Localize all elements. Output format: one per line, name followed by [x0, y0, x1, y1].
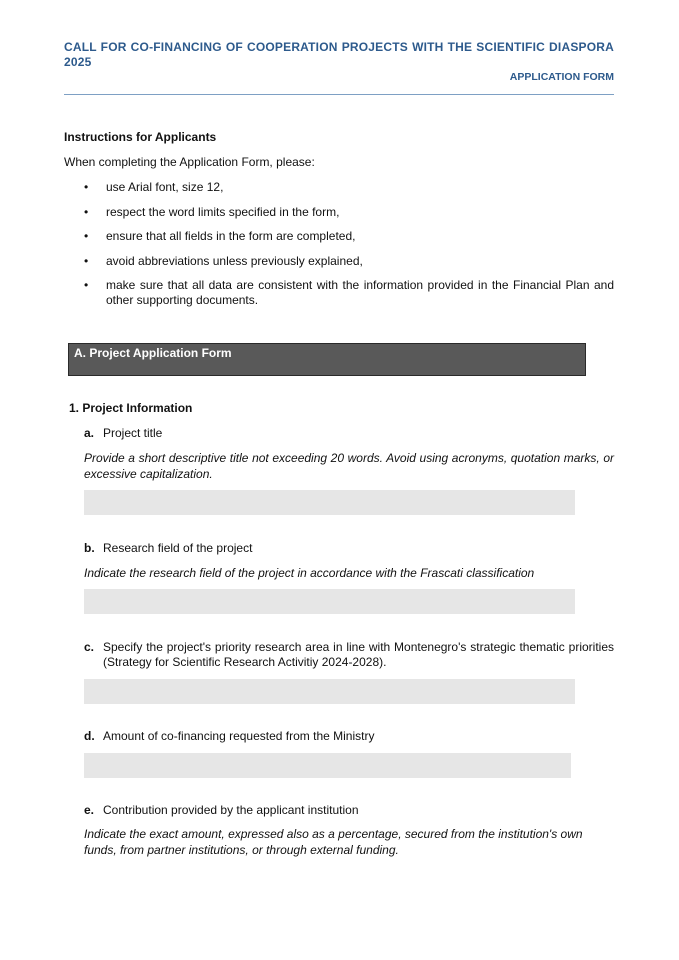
co-financing-amount-label: [84, 729, 374, 744]
list-item: [64, 205, 614, 220]
bullet-icon: •: [84, 253, 89, 268]
section-a-header: [68, 343, 586, 376]
instructions-heading: Instructions for Applicants: [64, 130, 217, 144]
item-label: Research field of the project: [103, 541, 253, 555]
bullet-icon: •: [84, 180, 89, 194]
contribution-label: [84, 803, 359, 818]
item-letter: d.: [84, 729, 95, 743]
list-item-text: respect the word limits specified in the form,: [106, 204, 340, 219]
co-financing-amount-field[interactable]: [84, 753, 571, 778]
bullet-icon: •: [84, 229, 89, 243]
item-label: Amount of co-financing requested from the Ministry: [103, 729, 375, 743]
item-letter: a.: [84, 426, 95, 440]
list-item: [64, 278, 614, 308]
contribution-hint: Indicate the exact amount, expressed also as a percentage, secured from the institution's own funds, from partner institutions, or through external funding.: [84, 827, 583, 857]
list-item-text: avoid abbreviations unless previously explained,: [106, 253, 363, 268]
research-field-field[interactable]: [84, 589, 575, 614]
list-item-text: use Arial font, size 12,: [106, 180, 224, 194]
project-title-hint: Provide a short descriptive title not exceeding 20 words. Avoid using acronyms, quotation marks, or excessive capitalization.: [84, 451, 614, 481]
item-letter: e.: [84, 803, 95, 817]
document-title: CALL FOR CO-FINANCING OF COOPERATION PROJECTS WITH THE SCIENTIFIC DIASPORA 2025: [64, 40, 614, 69]
research-field-label: [84, 541, 252, 556]
item-label: Specify the project's priority research area in line with Montenegro's strategic thematic priorities (Strategy for Scientific Research Activitiy 2024-2028).: [103, 640, 614, 669]
list-item: [64, 180, 614, 195]
list-item: [64, 254, 614, 269]
item-label: Contribution provided by the applicant institution: [103, 803, 359, 817]
bullet-icon: •: [84, 204, 89, 219]
item-letter: c.: [84, 640, 95, 654]
document-subtitle: APPLICATION FORM: [509, 71, 614, 83]
list-item-text: ensure that all fields in the form are completed,: [106, 229, 356, 243]
item-letter: b.: [84, 541, 95, 555]
instructions-intro: When completing the Application Form, please:: [64, 155, 315, 169]
list-item-text: make sure that all data are consistent with the information provided in the Financial Plan and other supporting documents.: [106, 278, 614, 307]
item-label: Project title: [103, 426, 163, 440]
project-title-field[interactable]: [84, 490, 575, 515]
project-title-label: [84, 426, 162, 441]
priority-area-field[interactable]: [84, 679, 575, 704]
bullet-icon: •: [84, 278, 89, 292]
priority-area-label: [84, 640, 614, 670]
list-item: [64, 229, 614, 244]
project-information-heading: 1. Project Information: [69, 401, 193, 415]
header-divider: [64, 94, 614, 95]
instructions-list: [64, 180, 614, 318]
research-field-hint: Indicate the research field of the project in accordance with the Frascati classification: [84, 566, 535, 580]
section-a-title: A. Project Application Form: [74, 346, 232, 360]
